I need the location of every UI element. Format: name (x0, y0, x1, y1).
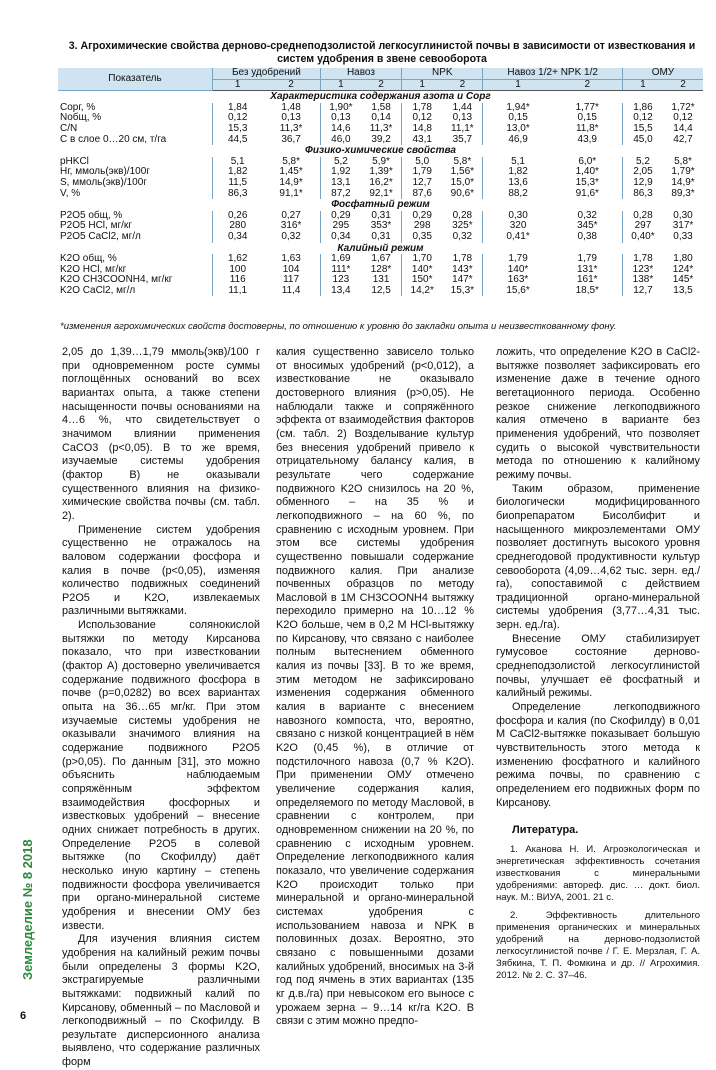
page-number: 6 (20, 1010, 27, 1022)
table-cell: 43,9 (577, 133, 597, 145)
table-cell: 5,1 (483, 157, 553, 168)
table-cell: 15,0* (450, 176, 475, 188)
table-cell: 14,9* (279, 176, 303, 188)
table-cell: 36,7 (281, 133, 301, 145)
group-header: Навоз (320, 68, 401, 79)
table-cell: 0,35 (402, 232, 443, 243)
table-cell: 117 (283, 274, 300, 286)
table-cell: 0,13 (281, 112, 301, 124)
table-cell: 89,3* (671, 187, 695, 199)
table-cell: 100 (213, 265, 263, 276)
table-cell: 45,0 (622, 135, 663, 146)
table-cell: 2,05 (622, 167, 663, 178)
subheader-cell: 1 (213, 79, 263, 91)
table-cell: 0,12 (673, 112, 693, 124)
table-cell: 0,30 (483, 211, 553, 222)
table-cell: 87,6 (402, 189, 443, 200)
table-cell: 353* (370, 220, 392, 232)
row-label: P2O5 HCl, мг/кг (60, 220, 132, 232)
table-cell: 88,2 (483, 189, 553, 200)
table-cell: 1,72* (671, 101, 695, 113)
table-cell: 6,0* (578, 155, 597, 167)
table-cell: 5,9* (372, 155, 390, 167)
paragraph: ложить, что определение K2O в CaCl2-вытяжке позволяет зафиксировать его изменение даже в течение одного вегетационного периода. Особенно резкое снижение легкоподвижного калия отмечено в варианте без применения удобрений, что позволяет судить о высокой чувствительности метода по отношению к калийному режиму почвы. (496, 346, 700, 481)
reference-item: 1. Аканова Н. И. Агроэкологическая и энергетическая эффективность сочетания известкования с минеральными удобрениями: автореф. дис. … докт. биол. наук. М.: ВИУА, 2001. 21 с. (496, 843, 700, 903)
table-cell: 12,7 (622, 286, 663, 297)
table-cell: 1,70 (402, 254, 443, 265)
row-label: Hг, ммоль(экв)/100г (60, 166, 150, 178)
table-cell: 12,7 (402, 178, 443, 189)
section-heading-row (58, 91, 703, 103)
subheader-cell: 2 (361, 79, 402, 91)
table-cell: 128* (370, 263, 392, 275)
subheader-cell: 1 (320, 79, 361, 91)
reference-item: 2. Эффективность длительного применения органических и минеральных удобрений на дерново-подзолистой легкосуглинистой почве / Г. Е. Мерзлая, Г. А. Зябкина, Т. П. Фомкина и др. // Агрохимия. 2012. № 2. С. 37–46. (496, 909, 700, 981)
table-cell: 1,94* (483, 103, 553, 114)
table-cell: 15,3* (450, 284, 475, 296)
table-row (58, 135, 703, 146)
table-cell: 0,12 (213, 113, 263, 124)
table-cell: 280 (213, 221, 263, 232)
paragraph: 2,05 до 1,39…1,79 ммоль(экв)/100 г при одновременном росте суммы поглощённых оснований во всех вариантах опыта, а также степени насыщенности почвы основаниями на 4…6 %, что свидетельствует о значимом влиянии применения CaCO3 (p<0,05). В то же время, изучаемые системы удобрения (фактор B) не оказывали существенного влияния на физико-химические свойства почвы (см. табл. 2). (62, 346, 260, 522)
table-cell: 1,45* (279, 166, 303, 178)
section-heading: Характеристика содержания азота и Cорг (270, 91, 491, 103)
table-cell: 147* (452, 274, 473, 286)
table-row (58, 178, 703, 189)
table-cell: 1,56* (450, 166, 475, 178)
row-label: P2O5 общ, % (60, 209, 123, 221)
table-cell: 11,1 (213, 286, 263, 297)
table-cell: 1,80 (673, 253, 693, 265)
table-cell: 297 (622, 221, 663, 232)
section-heading: Физико-химические свойства (305, 145, 456, 157)
row-label: V, % (60, 187, 81, 199)
table-cell: 5,8* (674, 155, 692, 167)
table-cell: 124* (672, 263, 694, 275)
table-cell: 5,8* (282, 155, 300, 167)
paragraph: Внесение ОМУ стабилизирует гумусовое состояние дерново-среднеподзолистой легкосуглинистой почвы, улучшает её фосфатный и калийный режимы. (496, 632, 700, 700)
table-cell: 138* (622, 275, 663, 286)
table-cell: 15,3 (213, 124, 263, 135)
table-cell: 0,12 (622, 113, 663, 124)
table-cell: 320 (483, 221, 553, 232)
table-cell: 1,84 (213, 103, 263, 114)
table-cell: 1,62 (213, 254, 263, 265)
row-label: C в слое 0…20 см, т/га (60, 133, 167, 145)
table-cell: 316* (280, 220, 302, 232)
table-cell: 123* (622, 265, 663, 276)
table-cell: 13,1 (320, 178, 361, 189)
table-row (58, 232, 703, 243)
table-cell: 143* (452, 263, 473, 275)
table-cell: 1,78 (622, 254, 663, 265)
table-cell: 1,82 (213, 167, 263, 178)
table-cell: 0,38 (577, 230, 597, 242)
row-label: K2O CH3COONH4, мг/кг (60, 274, 173, 286)
table-cell: 13,5 (673, 284, 693, 296)
table-cell: 35,7 (452, 133, 473, 145)
table-cell: 44,5 (213, 135, 263, 146)
table-cell: 86,3 (622, 189, 663, 200)
table-cell: 0,27 (281, 209, 301, 221)
table-cell: 0,12 (402, 113, 443, 124)
table-cell: 161* (576, 274, 598, 286)
journal-name: Земледелие № 8 2018 (20, 839, 35, 980)
table-cell: 14,6 (320, 124, 361, 135)
table-cell: 150* (402, 275, 443, 286)
table-cell: 140* (402, 265, 443, 276)
table-cell: 1,90* (320, 103, 361, 114)
table-cell: 317* (672, 220, 694, 232)
table-cell: 1,78 (402, 103, 443, 114)
table-cell: 0,32 (452, 230, 473, 242)
table-cell: 140* (483, 265, 553, 276)
table-row (58, 286, 703, 297)
table-cell: 13,4 (320, 286, 361, 297)
row-label: P2O5 CaCl2, мг/л (60, 230, 141, 242)
table-cell: 0,31 (371, 230, 391, 242)
table-header-row (58, 68, 703, 79)
section-heading: Калийный режим (337, 242, 424, 254)
paragraph: Для изучения влияния систем удобрения на калийный режим почвы были определены 3 формы K2O, экстрагируемые различными вытяжками: подвижный калий по Кирсанову, обменный – по Масловой и легкоподвижный – по Скофилду. В результате дисперсионного анализа выявлено, что содержание различных форм (62, 933, 260, 1069)
table-cell: 131 (372, 274, 390, 286)
table-cell: 0,13 (320, 113, 361, 124)
section-heading: Фосфатный режим (331, 199, 430, 211)
table-cell: 0,28 (622, 211, 663, 222)
table-cell: 123 (320, 275, 361, 286)
table-row (58, 124, 703, 135)
table-cell: 104 (282, 263, 300, 275)
text-column-2 (276, 346, 474, 1029)
table-cell: 46,0 (320, 135, 361, 146)
row-label: pHKCl (60, 155, 89, 167)
table-cell: 1,69 (320, 254, 361, 265)
table-cell: 14,8 (402, 124, 443, 135)
table-cell: 39,2 (371, 133, 391, 145)
table-cell: 0,13 (452, 112, 473, 124)
table-cell: 14,9* (671, 176, 695, 188)
table-cell: 15,6* (483, 286, 553, 297)
table-cell: 0,34 (320, 232, 361, 243)
table-cell: 42,7 (673, 133, 693, 145)
table-cell: 11,8* (575, 122, 599, 134)
group-header: Без удобрений (213, 68, 321, 79)
table-cell: 0,30 (673, 209, 693, 221)
subheader-cell: 1 (483, 79, 553, 91)
column-header: Показатель (58, 68, 213, 91)
table-cell: 116 (213, 275, 263, 286)
table-cell: 15,5 (622, 124, 663, 135)
text-column-3 (496, 346, 700, 982)
table-cell: 0,41* (483, 232, 553, 243)
table-footnote: *изменения агрохимических свойств достоверны, по отношению к уровню до закладки опыта и неизвесткованному фону. (60, 321, 617, 332)
paragraph: Определение легкоподвижного фосфора и калия (по Скофилду) в 0,01 М CaCl2-вытяжке показывает большую чувствительность этого метода к изменению фосфатного и калийного режима почвы, по сравнению с определением его подвижных форм по Кирсанову. (496, 701, 700, 809)
table-cell: 86,3 (213, 189, 263, 200)
row-label: K2O CaCl2, мг/л (60, 284, 136, 296)
table-cell: 0,15 (577, 112, 597, 124)
table-cell: 0,33 (673, 230, 693, 242)
table-cell: 12,5 (371, 284, 391, 296)
table-cell: 91,1* (279, 187, 303, 199)
table-cell: 325* (452, 220, 473, 232)
table-cell: 1,63 (281, 253, 301, 265)
table-cell: 1,39* (369, 166, 393, 178)
table-cell: 1,79 (402, 167, 443, 178)
paragraph: Применение систем удобрения существенно не отражалось на валовом содержании фосфора и калия в почве (p<0,05), изменяя количество подвижных соединений P2O5 и K2O, извлекаемых различными вытяжками. (62, 523, 260, 618)
table-cell: 163* (483, 275, 553, 286)
table-cell: 0,14 (371, 112, 391, 124)
table-cell: 12,9 (622, 178, 663, 189)
table-cell: 91,6* (575, 187, 599, 199)
table-cell: 5,2 (320, 157, 361, 168)
table-cell: 1,79* (671, 166, 695, 178)
table-cell: 1,40* (575, 166, 599, 178)
table-cell: 15,3* (575, 176, 599, 188)
paragraph: Таким образом, применение биологически модифицированного биопрепаратом Бисолбифит и насыщенного микроэлементами ОМУ позволяет достигнуть высокого уровня среднегодовой продуктивности культур севооборота (4,09…4,62 тыс. зерн. ед./га), сопоставимой с действием традиционной органо-минеральной системы удобрения (3,77…4,31 тыс. зерн. ед./га). (496, 482, 700, 632)
subheader-cell: 2 (553, 79, 623, 91)
row-label: Cорг, % (60, 101, 96, 113)
literature-title: Литература. (512, 824, 579, 837)
table-cell: 1,79 (577, 253, 597, 265)
agrochem-table (58, 68, 703, 296)
table-cell: 1,78 (452, 253, 473, 265)
section-heading-row (58, 199, 703, 211)
table-cell: 1,79 (483, 254, 553, 265)
group-header: ОМУ (622, 68, 703, 79)
table-cell: 14,2* (402, 286, 443, 297)
table-cell: 0,34 (213, 232, 263, 243)
table-cell: 131* (576, 263, 598, 275)
table-cell: 1,92 (320, 167, 361, 178)
table-cell: 11,5 (213, 178, 263, 189)
table-cell: 0,28 (452, 209, 473, 221)
subheader-cell: 1 (402, 79, 443, 91)
table-cell: 1,44 (452, 101, 473, 113)
table-cell: 11,4 (281, 284, 301, 296)
table-cell: 13,6 (483, 178, 553, 189)
table-cell: 0,32 (281, 230, 301, 242)
table-cell: 0,31 (371, 209, 391, 221)
table-cell: 18,5* (575, 284, 599, 296)
section-heading-row (58, 145, 703, 157)
table-cell: 111* (320, 265, 361, 276)
table-row (58, 189, 703, 200)
table-cell: 1,67 (371, 253, 391, 265)
row-label: Nобщ, % (60, 112, 102, 124)
table-cell: 1,48 (281, 101, 301, 113)
paragraph: калия существенно зависело только от вносимых удобрений (p<0,012), а известкование не оказывало достоверного влияния (p>0,05). Не наблюдали также и сопряжённого эффекта от взаимодействия факторов (см. табл. 2) Возделывание культур без внесения удобрений привело к отрицательному балансу калия, в результате чего содержание подвижного K2O снизилось на 20 %, обменного – на 35 % и легкоподвижного – на 60 %, по сравнению с исходным уровнем. При этом все системы удобрения существенно повышали содержание подвижного калия. При анализе почвенных образцов по методу Масловой в 1М CH3COONH4 вытяжку переходило примерно на 10…12 % K2O больше, чем в 0,2 М HCl-вытяжку по Кирсанову, что связано с наиболее полным вытеснением обменного калия из почвы [33]. В то же время, этим методом не зафиксировано изменения содержания обменного калия в варианте с внесением навозного компоста, что, вероятно, связано с низкой концентрацией в нём K2O (0,45 %), в отличие от подстилочного навоза (0,7 % K2O). При применении ОМУ отмечено увеличение содержания калия, определяемого по методу Масловой, в сравнении с контролем, при одновременном снижении на 20 %, по сравнению с исходным уровнем. Определение легкоподвижного калия показало, что увеличение содержания K2O происходит только при минеральной и органо-минеральной системах удобрения с использованием навоза и NPK в половинных дозах. Вероятно, это связано с повышенными дозами калийных удобрений, вносимых на 3-й год под ячмень в этих вариантах (135 кг д.в./га) при невысоком его выносе с урожаем зерна – 9…14 кг/га K2O. В связи с этим можно предпо- (276, 346, 474, 1028)
row-label: K2O HCl, мг/кг (60, 263, 127, 275)
table-cell: 1,58 (371, 101, 391, 113)
table-cell: 5,2 (622, 157, 663, 168)
table-cell: 90,6* (450, 187, 475, 199)
table-cell: 43,1 (402, 135, 443, 146)
table-cell: 87,2 (320, 189, 361, 200)
table-cell: 16,2* (369, 176, 393, 188)
group-header: NPK (402, 68, 483, 79)
table-cell: 145* (672, 274, 694, 286)
table-cell: 1,77* (575, 101, 599, 113)
table-cell: 11,3* (279, 122, 303, 134)
text-column-1 (62, 346, 260, 1070)
table-cell: 0,15 (483, 113, 553, 124)
row-label: K2O общ, % (60, 253, 117, 265)
table-cell: 0,40* (622, 232, 663, 243)
table-cell: 5,0 (402, 157, 443, 168)
table-cell: 0,32 (577, 209, 597, 221)
table-cell: 1,86 (622, 103, 663, 114)
table-cell: 0,29 (320, 211, 361, 222)
subheader-cell: 2 (663, 79, 703, 91)
table-cell: 1,82 (483, 167, 553, 178)
table-cell: 298 (402, 221, 443, 232)
table-cell: 0,29 (402, 211, 443, 222)
subheader-cell: 2 (442, 79, 483, 91)
table-cell: 0,26 (213, 211, 263, 222)
table-cell: 295 (320, 221, 361, 232)
table-cell: 5,1 (213, 157, 263, 168)
paragraph: Использование солянокислой вытяжки по методу Кирсанова показало, что при известковании (фактор A) достоверно увеличивается содержание подвижного фосфора в почве (p=0,0282) во всех вариантах опыта на 36…65 мг/кг. При этом изучаемые системы удобрения не оказывали значимого влияния на содержание подвижного P2O5 (p>0,05). По данным [31], это можно объяснить наблюдаемым сопряжённым эффектом взаимодействия фосфорных и известковых удобрений – внесение одних снижает потребность в других. Определение P2O5 в солевой вытяжке (по Скофилду) даёт несколько иную картину – степень подвижности фосфора увеличивается при органо-минеральной системе удобрения и внесении ОМУ без извести. (62, 619, 260, 932)
table-cell: 14,4 (673, 122, 693, 134)
table-cell: 11,1* (451, 122, 474, 134)
table-cell: 345* (576, 220, 598, 232)
row-label: S, ммоль(экв)/100г (60, 176, 147, 188)
subheader-cell: 2 (262, 79, 320, 91)
table-cell: 92,1* (369, 187, 393, 199)
table-cell: 11,3* (369, 122, 393, 134)
table-cell: 5,8* (453, 155, 472, 167)
table-cell: 13,0* (483, 124, 553, 135)
subheader-cell: 1 (622, 79, 663, 91)
group-header: Навоз 1/2+ NPK 1/2 (483, 68, 622, 79)
row-label: C/N (60, 122, 78, 134)
table-cell: 46,9 (483, 135, 553, 146)
table-title: 3. Агрохимические свойства дерново-среднеподзолистой легкосуглинистой почвы в зависимости от известкования и систем удобрения в звене севооборота (68, 40, 696, 65)
